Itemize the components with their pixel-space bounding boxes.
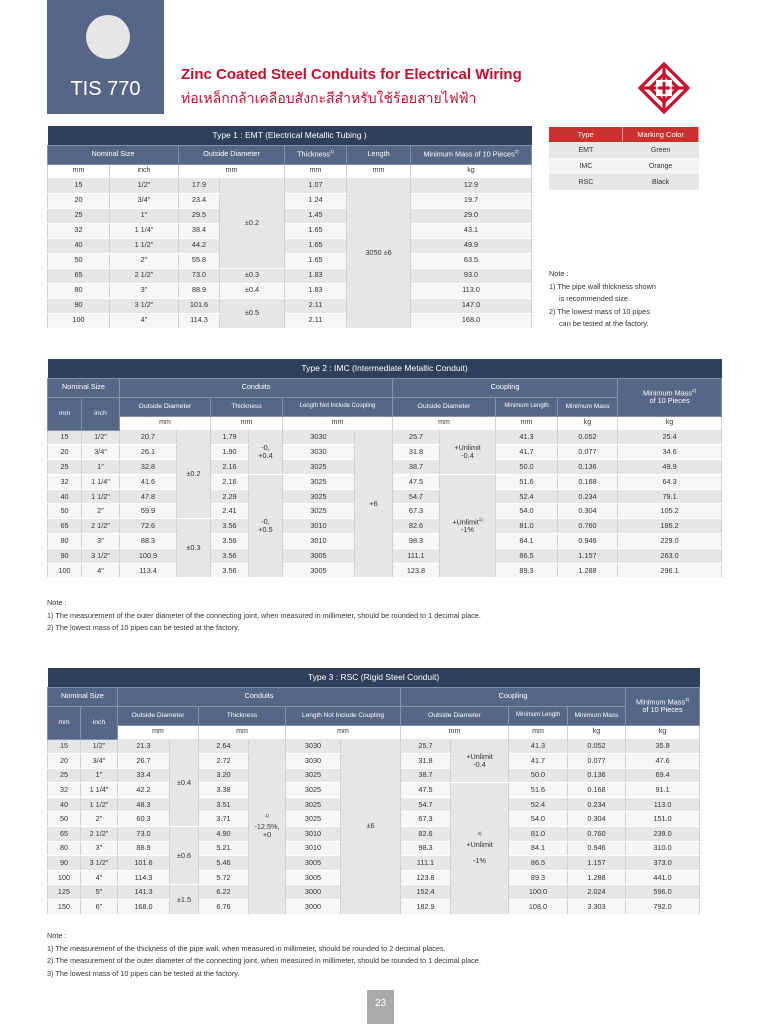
coupling-tolerance: +Unlimit$^{1)}$ -1%: [440, 474, 496, 578]
table-row: 50 2" 55.8 1.65 63.5: [48, 253, 532, 268]
col-inch: inch: [82, 397, 120, 430]
unit-od: mm: [118, 725, 199, 739]
unit-thickness: mm: [211, 416, 283, 430]
table-row: 125 5" 141.3 ±1.5 6.22 3000 152.4 100.0 2.024 596.0: [48, 885, 700, 900]
col-coupling-mass: Minimum Mass: [558, 397, 618, 416]
table-row: 25 1" 33.4 3.20 3025 38.7 50.0 0.136 69.4: [48, 768, 700, 783]
length-tolerance: ±6: [341, 739, 401, 914]
col-mass: Minimum Mass$^{3)}$ of 10 Pieces: [626, 687, 700, 725]
type1-table: [47, 126, 532, 329]
thickness-tolerance: -0, +0.4: [249, 430, 283, 474]
unit-length: mm: [347, 164, 411, 178]
table-row: 20 3/4" 23.4 1.24 19.7: [48, 193, 532, 208]
col-coupling-od: Outside Diameter: [393, 397, 496, 416]
table-row: 32 1 1/4" 42.2 3.38 3025 47.5 $^{2)}$ +Unlimit -1% 51.6 0.168 91.1: [48, 783, 700, 798]
table-row: 90 3 1/2" 101.6 5.46 3005 111.1 86.5 1.157 373.0: [48, 856, 700, 871]
table-row: 50 2" 59.9 2.41 3025 67.3 54.0 0.304 105.2: [48, 504, 722, 519]
unit-mm: mm: [48, 164, 110, 178]
type2-table: [47, 359, 722, 578]
unit-coupling-length: mm: [509, 725, 568, 739]
unit-coupling-length: mm: [496, 416, 558, 430]
table-row: 80 3" 88.9 5.21 3010 98.3 84.1 0.946 310.0: [48, 841, 700, 856]
col-inch: inch: [81, 706, 118, 739]
coupling-tolerance: +Unlimit -0.4: [440, 430, 496, 474]
type1-notes: Note : 1) The pipe wall thickness shown is recommended size. 2) The lowest mass of 10 pipes can be tested at the factory.: [549, 269, 656, 328]
coupling-tolerance: +Unlimit -0.4: [451, 739, 509, 783]
col-outside-diameter: Outside Diameter: [120, 397, 211, 416]
thickness-tolerance: -0, +0.5: [249, 474, 283, 578]
table-row: IMC Orange: [549, 158, 699, 174]
marking-col-type: Type: [549, 127, 623, 142]
col-thickness: Thickness$^{1)}$: [285, 145, 347, 164]
unit-mass: kg: [626, 725, 700, 739]
unit-length: mm: [286, 725, 401, 739]
table-row: 80 3" 88.9 ±0.4 1.83 113.0: [48, 283, 532, 298]
table-row: EMT Green: [549, 142, 699, 158]
table-row: 90 3 1/2" 100.9 3.56 3005 111.1 86.5 1.157 263.0: [48, 548, 722, 563]
od-tolerance: ±0.4: [170, 739, 199, 827]
col-coupling-length: Minimum Length: [509, 706, 568, 725]
col-thickness: Thickness: [199, 706, 286, 725]
unit-inch: inch: [110, 164, 179, 178]
table-row: 150 6" 168.0 6.76 3000 182.9 108.0 3.303 792.0: [48, 900, 700, 915]
od-tolerance: ±0.3: [177, 519, 211, 578]
table-row: 25 1" 29.5 1.45 29.0: [48, 208, 532, 223]
type2-notes: Note : 1) The measurement of the outer diameter of the connecting joint, when measured in millimeter, should be rounded to 1 decimal place. 2) The lowest mass of 10 pipes can be tested at the factory.: [47, 598, 481, 632]
table-row: 100 4" 114.3 2.11 168.0: [48, 313, 532, 328]
unit-coupling-od: mm: [401, 725, 509, 739]
col-nominal-size: Nominal Size: [48, 145, 179, 164]
coupling-tolerance: $^{2)}$ +Unlimit -1%: [451, 783, 509, 914]
circle-decoration: [86, 15, 130, 59]
table-row: 25 1" 32.8 2.16 3025 38.7 50.0 0.136 49.9: [48, 460, 722, 475]
unit-length: mm: [283, 416, 393, 430]
col-coupling-length: Minimum Length: [496, 397, 558, 416]
col-outside-diameter: Outside Diameter: [118, 706, 199, 725]
table-row: 65 2 1/2" 73.0 ±0.3 1.83 93.0: [48, 268, 532, 283]
od-tolerance: ±0.2: [220, 178, 285, 268]
length-value: 3050 ±6: [347, 178, 411, 328]
type3-table: [47, 668, 700, 915]
unit-thickness: mm: [285, 164, 347, 178]
table-row: 80 3" 88.3 3.56 3010 98.3 84.1 0.946 229.0: [48, 534, 722, 549]
type2-caption: Type 2 : IMC (Intermediate Metallic Conduit): [48, 359, 722, 378]
unit-mass: kg: [618, 416, 722, 430]
length-tolerance: +6: [355, 430, 393, 578]
od-tolerance: ±0.6: [170, 827, 199, 885]
col-mm: mm: [48, 706, 81, 739]
table-row: 40 1 1/2" 44.2 1.65 49.9: [48, 238, 532, 253]
title-thai: ท่อเหล็กกล้าเคลือบสังกะสีสำหรับใช้ร้อยสายไฟฟ้า: [181, 91, 477, 107]
type3-notes: Note : 1) The measurement of the thickness of the pipe wall, when measured in millimeter, should be rounded to 2 decimal places. 2) The measurement of the outer diameter of the connecting joint, when measured in millimeter, should be rounded to 1 decimal place. 3) The lowest mass of 10 pipes can be tested at the factory.: [47, 931, 481, 978]
col-mass: Minimum Mass$^{2)}$ of 10 Pieces: [618, 378, 722, 416]
table-row: 20 3/4" 26.1 1.90 3030 31.8 41.7 0.077 34.6: [48, 445, 722, 460]
brand-logo-icon: [636, 60, 692, 116]
col-mass: Minimum Mass of 10 Pieces$^{2)}$: [411, 145, 532, 164]
table-row: 65 2 1/2" 72.6 ±0.3 3.56 3010 82.6 81.0 0.760 186.2: [48, 519, 722, 534]
table-row: 15 1/2" 17.9 ±0.2 1.07 3050 ±6 12.9: [48, 178, 532, 193]
unit-od: mm: [120, 416, 211, 430]
unit-thickness: mm: [199, 725, 286, 739]
type3-caption: Type 3 : RSC (Rigid Steel Conduit): [48, 668, 700, 687]
table-row: 90 3 1/2" 101.6 ±0.5 2.11 147.0: [48, 298, 532, 313]
thickness-tolerance: $^{1)}$ -12.5%, +0: [249, 739, 286, 914]
od-tolerance: ±1.5: [170, 885, 199, 914]
col-coupling-od: Outside Diameter: [401, 706, 509, 725]
table-row: 50 2" 60.3 3.71 3025 67.3 54.0 0.304 151.0: [48, 812, 700, 827]
page-number: 23: [367, 990, 394, 1024]
col-outside-diameter: Outside Diameter: [179, 145, 285, 164]
col-coupling: Coupling: [393, 378, 618, 397]
table-row: 20 3/4" 26.7 2.72 3030 31.8 41.7 0.077 47.6: [48, 754, 700, 769]
col-conduits: Conduits: [118, 687, 401, 706]
type1-caption: Type 1 : EMT (Electrical Metallic Tubing ): [48, 126, 532, 145]
od-tolerance: ±0.2: [177, 430, 211, 519]
col-length: Length: [347, 145, 411, 164]
col-length: Length Not Include Coupling: [286, 706, 401, 725]
marking-col-color: Marking Color: [623, 127, 699, 142]
title-english: Zinc Coated Steel Conduits for Electrical Wiring: [181, 66, 522, 83]
table-row: 40 1 1/2" 48.3 3.51 3025 54.7 52.4 0.234 113.0: [48, 797, 700, 812]
header-tab: [47, 0, 164, 114]
col-nominal-size: Nominal Size: [48, 378, 120, 397]
col-coupling-mass: Minimum Mass: [568, 706, 626, 725]
col-nominal-size: Nominal Size: [48, 687, 118, 706]
standard-code: TIS 770: [70, 78, 141, 100]
col-conduits: Conduits: [120, 378, 393, 397]
od-tolerance: ±0.4: [220, 283, 285, 298]
col-mm: mm: [48, 397, 82, 430]
od-tolerance: ±0.3: [220, 268, 285, 283]
table-row: 65 2 1/2" 73.0 ±0.6 4.90 3010 82.6 81.0 0.760 239.0: [48, 827, 700, 842]
table-row: RSC Black: [549, 174, 699, 190]
table-row: 32 1 1/4" 38.4 1.65 43.1: [48, 223, 532, 238]
col-coupling: Coupling: [401, 687, 626, 706]
table-row: 15 1/2" 21.3 ±0.4 2.64 $^{1)}$ -12.5%, +0 3030 ±6 25.7 +Unlimit -0.4 41.3 0.052 35.8: [48, 739, 700, 754]
unit-coupling-mass: kg: [568, 725, 626, 739]
table-row: 32 1 1/4" 41.6 2.16 -0, +0.5 3025 47.5 +Unlimit$^{1)}$ -1% 51.6 0.168 64.3: [48, 474, 722, 489]
od-tolerance: ±0.5: [220, 298, 285, 328]
col-length: Length Not Include Coupling: [283, 397, 393, 416]
table-row: 40 1 1/2" 47.8 2.29 3025 54.7 52.4 0.234 79.1: [48, 489, 722, 504]
unit-od: mm: [179, 164, 285, 178]
unit-coupling-mass: kg: [558, 416, 618, 430]
unit-coupling-od: mm: [393, 416, 496, 430]
col-thickness: Thickness: [211, 397, 283, 416]
unit-mass: kg: [411, 164, 532, 178]
marking-color-table: [549, 127, 699, 190]
table-row: 15 1/2" 20.7 ±0.2 1.79 -0, +0.4 3030 +6 25.7 +Unlimit -0.4 41.3 0.052 25.4: [48, 430, 722, 445]
table-row: 100 4" 113.4 3.56 3005 123.8 89.3 1.288 296.1: [48, 563, 722, 578]
table-row: 100 4" 114.3 5.72 3005 123.8 89.3 1.288 441.0: [48, 870, 700, 885]
